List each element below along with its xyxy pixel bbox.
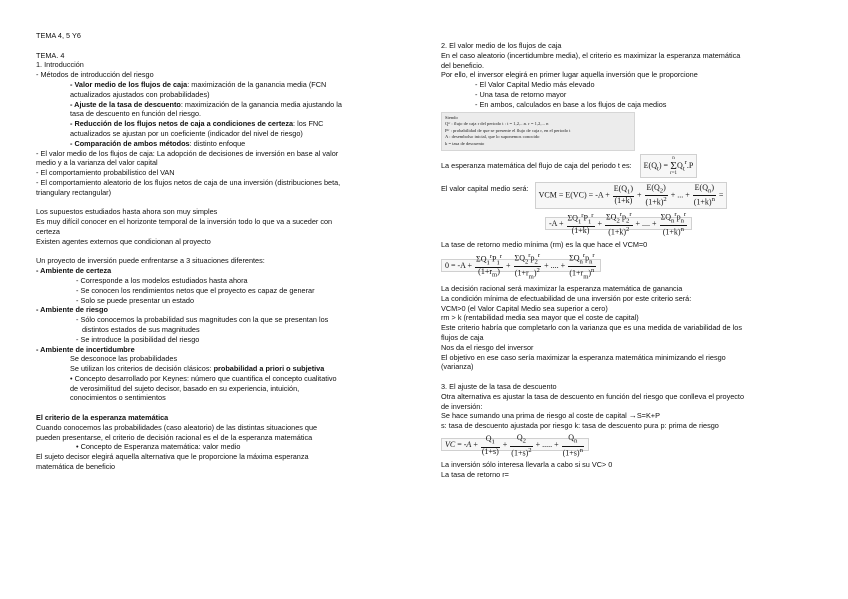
list-item: - El Valor Capital Medio más elevado [475,80,595,90]
list-item: - Se conocen los rendimientos netos que el proyecto es capaz de generar [76,285,315,295]
vcm-formula-2-wrap [545,211,821,237]
list-item: conocimientos o sentimientos [70,393,166,403]
list-item: Se desconoce las probabilidades [70,354,178,364]
list-item: - Sólo conocemos la probabilidad sus magnitudes con la que se presentan los [76,315,329,325]
text-line: Se hace sumando una prima de riesgo al coste de capital →S=K+P [441,411,660,421]
rm-formula-wrap [441,252,821,282]
text-line: s: tasa de descuento ajustada por riesgo k: tasa de descuento pura p: prima de riesgo [441,421,719,431]
text-line: En el caso aleatorio (incertidumbre media), el criterio es maximizar la esperanza matemática [441,50,741,60]
vc-formula: VC = -A + $\frac{Q_1}{(1+s)}$ + $\frac{Q_2}{(1+s)^2}$ + ..... + $\frac{Q_n}{(1+s)^n}$ [441,438,589,451]
method-1: - Valor medio de los flujos de caja: maximización de la ganancia media (FCN [70,79,327,89]
criterion-title: El criterio de la esperanza matemática [36,413,169,423]
text-line: Los supuestos estudiados hasta ahora son muy simples [36,207,218,217]
text-line: El objetivo en ese caso sería maximizar la esperanza matemática minimizando el riesgo [441,352,726,362]
right-column [441,41,821,480]
ambiente-incertidumbre: - Ambiente de incertidumbre [36,344,135,354]
list-item: - Corresponde a los modelos estudiados hasta ahora [76,275,248,285]
text-line: - El comportamiento probabilístico del VAN [36,168,175,178]
text-line: matemática de beneficio [36,462,116,472]
definition-line: Pᵗʳ : probabilidad de que se presente el flujo de caja r, en el periodo t [445,127,571,133]
text-line: triangulary rectangular) [36,187,112,197]
method-4: - Comparación de ambos métodos: distinto enfoque [70,138,246,148]
text-line: medio y a la varianza del valor capital [36,158,158,168]
list-item: Se utilizan los criterios de decisión clásicos: probabilidad a priori o subjetiva [70,364,325,374]
list-item: de verosimilitud del sujeto decisor, basado en su experiencia, intuición, [70,383,300,393]
left-column [36,31,408,472]
text-line: - El valor medio de los flujos de caja: La adopción de decisiones de inversión en base al valor [36,148,339,158]
definition-line: A : desembolso inicial, que lo suponemos conocido [445,134,540,140]
vcm-row [441,182,821,209]
text-line: - El comportamiento aleatorio de los flujos netos de caja de una inversión (distribuciones beta, [36,177,341,187]
method-3-cont: actualizados se ajustan por un coeficiente (indicador del nivel de riesgo) [70,128,303,138]
text-line: Este criterio habría que completarlo con la varianza que es una medida de variabilidad de los [441,323,742,333]
vc-formula-wrap [441,434,821,457]
list-item: • Concepto desarrollado por Keynes: número que cuantifica el concepto cualitativo [70,373,337,383]
definitions-box [441,112,635,151]
text-line: La tasa de retorno r= [441,470,509,479]
text-line: certeza [36,226,60,236]
rm-formula: 0 = -A + $\frac{\Sigma Q_1^rP_1^r}{(1+r_m)}$ + $\frac{\Sigma Q_2^rp_2^r}{(1+r_m)^2}$ + .... + $\frac{\Sigma Q_n^rp_n^r}{(1+r_m)^n}$ [441,259,601,272]
vcm-formula-2: -A + $\frac{\Sigma Q_1^rP_1^r}{(1+k)}$ + $\frac{\Sigma Q_2^rp_2^r}{(1+k)^2}$ + .... + $\frac{\Sigma Q_n^rp_n^r}{(1+k)^n}$ [545,217,692,230]
list-item: - Se introduce la posibilidad del riesgo [76,334,200,344]
list-item: - Una tasa de retorno mayor [475,89,567,99]
text-line: Un proyecto de inversión puede enfrentarse a 3 situaciones diferentes: [36,256,265,266]
vcm-formula-1: VCM = E(VC) = -A + $\frac{E(Q_1)}{(1+k)}$ + $\frac{E(Q_2)}{(1+k)^2}$ + ... + $\frac{E(Q_n)}{(1+k)^n}$ = [535,182,728,209]
vcm-text: El valor capital medio será: [441,183,529,193]
section-title-intro: 1. Introducción [36,60,84,70]
text-line: (varianza) [441,362,474,372]
expectation-text: La esperanza matemática del flujo de caja del periodo t es: [441,160,632,170]
method-3: - Reducción de los flujos netos de caja a condiciones de certeza: los FNC [70,119,324,129]
text-line: pueden presentarse, el criterio de decisión racional es el de la esperanza matemática [36,432,313,442]
section-title-3: 3. El ajuste de la tasa de descuento [441,381,557,391]
method-1-cont: actualizados ajustados con probabilidades) [70,89,210,99]
text-line: del beneficio. [441,60,485,70]
text-line: Nos da el riesgo del inversor [441,342,534,352]
definitions-title: Siendo [445,114,458,120]
text-line: Por ello, el inversor elegirá en primer lugar aquella inversión que le proporcione [441,70,698,80]
text-line: La inversión sólo interesa llevarla a cabo si su VC> 0 [441,460,613,470]
definition-line: Qᵗʳ : flujo de caja r del periodo t : t = 1,2,...n. r = 1,2,... n [445,121,549,127]
text-line: El sujeto decisor elegirá aquella alternativa que le proporcione la máxima esperanza [36,452,309,462]
ambiente-riesgo: - Ambiente de riesgo [36,305,108,315]
list-item: - Solo se puede presentar un estado [76,295,195,305]
expectation-row [441,154,821,178]
doc-heading: TEMA 4, 5 Y6 [36,31,81,40]
text-line: Otra alternativa es ajustar la tasa de descuento en función del riesgo que conlleva el proyecto [441,391,745,401]
right-arrow-icon: → [628,411,637,421]
method-2-cont: tasa de descuento en función del riesgo. [70,109,202,119]
text-line: La decisión racional será maximizar la esperanza matemática de ganancia [441,284,683,293]
tasa-text: La tase de retorno medio mínima (rm) es la que hace el VCM=0 [441,239,648,249]
text-line: VCM>0 (el Valor Capital Medio sea superior a cero) [441,303,608,313]
list-item: - En ambos, calculados en base a los flujos de caja medios [475,99,667,109]
section-title-2: 2. El valor medio de los flujos de caja [441,41,562,50]
ambiente-certeza: - Ambiente de certeza [36,266,112,276]
methods-line: - Métodos de introducción del riesgo [36,70,154,80]
tema-title: TEMA. 4 [36,50,65,60]
text-line: La condición mínima de efectuabilidad de una inversión por este criterio será: [441,293,692,303]
text-line: de inversión: [441,401,483,411]
list-item: distintos estados de sus magnitudes [82,324,200,334]
definition-line: k = tasa de descuento [445,140,485,146]
text-line: rm > k (rentabilidad media sea mayor que el coste de capital) [441,313,639,323]
text-line: Es muy difícil conocer en el horizonte temporal de la inversión todo lo que va a suceder con [36,217,333,227]
text-line: • Concepto de Esperanza matemática: valor medio [76,442,241,452]
method-2: - Ajuste de la tasa de descuento: maximización de la ganancia media ajustando la [70,99,342,109]
text-line: Existen agentes externos que condicionan al proyecto [36,236,211,246]
text-line: flujos de caja [441,332,484,342]
expectation-formula: $E(Q_t) = n$ Σ $r=1Q_t^r.P$ [640,154,698,178]
text-line: Cuando conocemos las probabilidades (caso aleatorio) de las distintas situaciones que [36,422,318,432]
